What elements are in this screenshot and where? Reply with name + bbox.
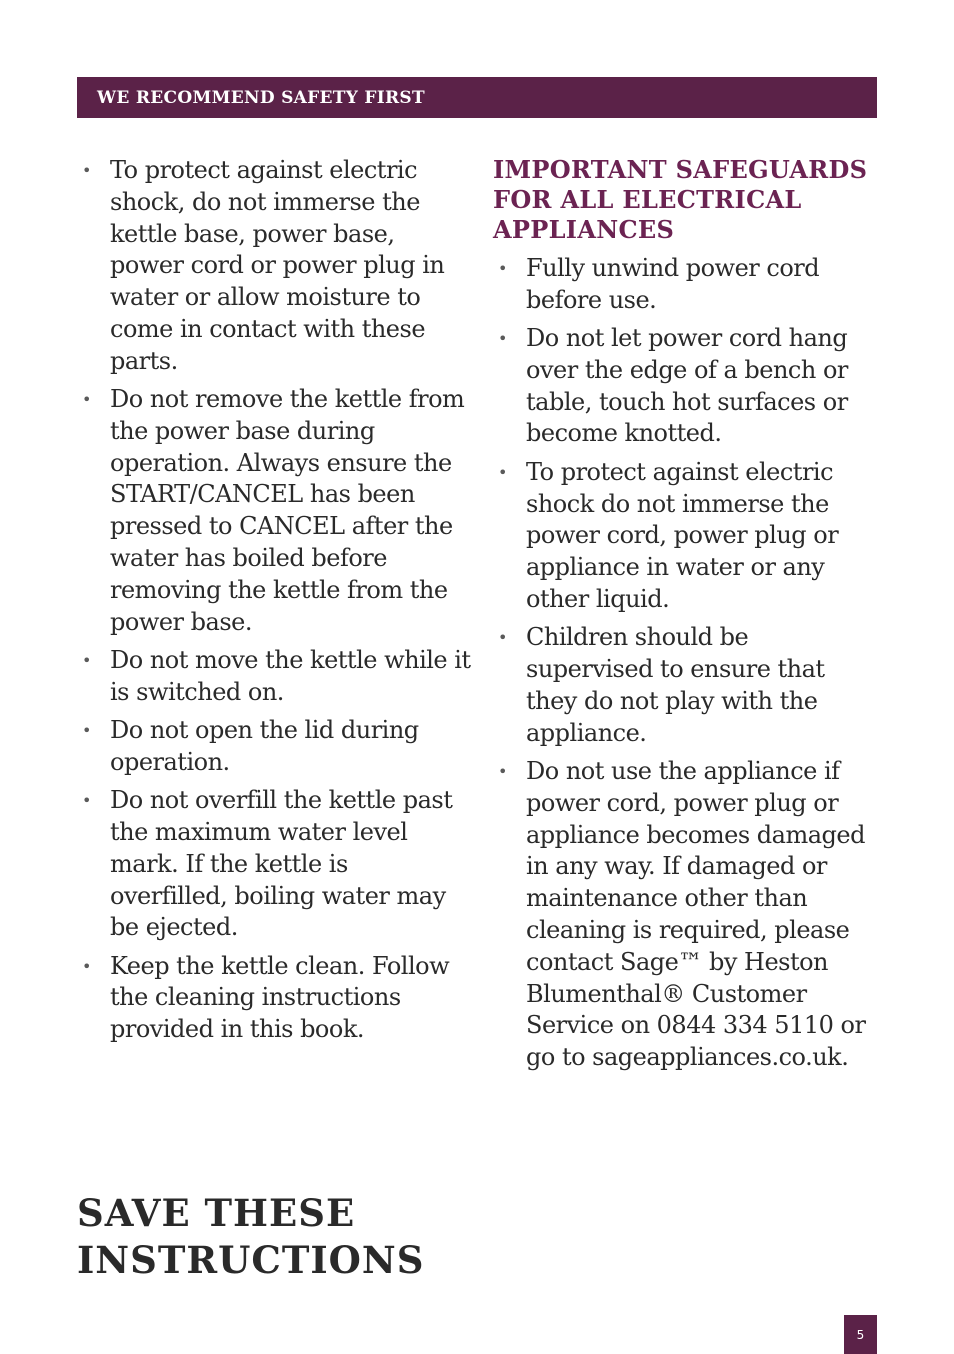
list-item bbox=[493, 457, 878, 616]
list-item bbox=[77, 785, 472, 944]
save-heading-line1: SAVE THESE bbox=[77, 1191, 356, 1235]
bullet-icon: • bbox=[498, 462, 507, 482]
list-item bbox=[77, 384, 472, 638]
list-item bbox=[77, 951, 472, 1046]
section-header-bar bbox=[77, 77, 877, 118]
safeguards-heading: IMPORTANT SAFEGUARDS FOR ALL ELECTRICAL APPLIANCES bbox=[493, 155, 868, 244]
bullet-icon: • bbox=[498, 628, 507, 648]
list-item-text: Do not use the appliance if power cord, power plug or appliance becomes damaged in any way. If damaged or maintenance other than cleaning is required, please contact Sage™ by Heston Blumenthal® Customer Service on 0844 334 5110 or go to sageappliances.co.uk. bbox=[526, 756, 866, 1072]
list-item-text: Do not overfill the kettle past the maximum water level mark. If the kettle is overfilled, boiling water may be ejected. bbox=[110, 786, 453, 942]
page-number-badge bbox=[844, 1315, 877, 1354]
list-item-text: Do not move the kettle while it is switched on. bbox=[110, 645, 471, 706]
list-item bbox=[77, 155, 472, 378]
section-header-title: WE RECOMMEND SAFETY FIRST bbox=[97, 87, 425, 108]
bullet-icon: • bbox=[498, 761, 507, 781]
page-number: 5 bbox=[856, 1327, 865, 1342]
bullet-icon: • bbox=[82, 721, 91, 741]
left-column bbox=[77, 155, 472, 1053]
list-item-text: Do not let power cord hang over the edge of a bench or table, touch hot surfaces or become knotted. bbox=[526, 324, 848, 448]
bullet-icon: • bbox=[498, 329, 507, 349]
list-item bbox=[493, 622, 878, 749]
list-item-text: To protect against electric shock, do not immerse the kettle base, power base, power cord or power plug in water or allow moisture to come in contact with these parts. bbox=[110, 156, 445, 375]
bullet-icon: • bbox=[82, 956, 91, 976]
bullet-icon: • bbox=[82, 791, 91, 811]
right-bullet-list bbox=[493, 253, 878, 1074]
save-instructions-heading bbox=[77, 1190, 424, 1284]
left-bullet-list bbox=[77, 155, 472, 1046]
bullet-icon: • bbox=[498, 259, 507, 278]
bullet-icon: • bbox=[82, 390, 91, 410]
list-item-text: Keep the kettle clean. Follow the cleaning instructions provided in this book. bbox=[110, 951, 450, 1044]
save-heading-line2: INSTRUCTIONS bbox=[77, 1238, 425, 1282]
right-column bbox=[493, 155, 878, 1080]
list-item-text: Do not open the lid during operation. bbox=[110, 716, 419, 776]
list-item-text: Fully unwind power cord before use. bbox=[526, 254, 820, 314]
list-item-text: Do not remove the kettle from the power base during operation. Always ensure the START/CANCEL has been pressed to CANCEL after the water has boiled before removing the kettle from the power base. bbox=[110, 385, 465, 636]
list-item-text: Children should be supervised to ensure that they do not play with the appliance. bbox=[526, 623, 825, 747]
list-item bbox=[493, 756, 878, 1074]
bullet-icon: • bbox=[82, 161, 91, 180]
bullet-icon: • bbox=[82, 650, 91, 670]
list-item bbox=[493, 253, 878, 317]
list-item bbox=[493, 323, 878, 450]
list-item bbox=[77, 715, 472, 779]
list-item-text: To protect against electric shock do not immerse the power cord, power plug or appliance in water or any other liquid. bbox=[526, 457, 839, 613]
list-item bbox=[77, 645, 472, 709]
